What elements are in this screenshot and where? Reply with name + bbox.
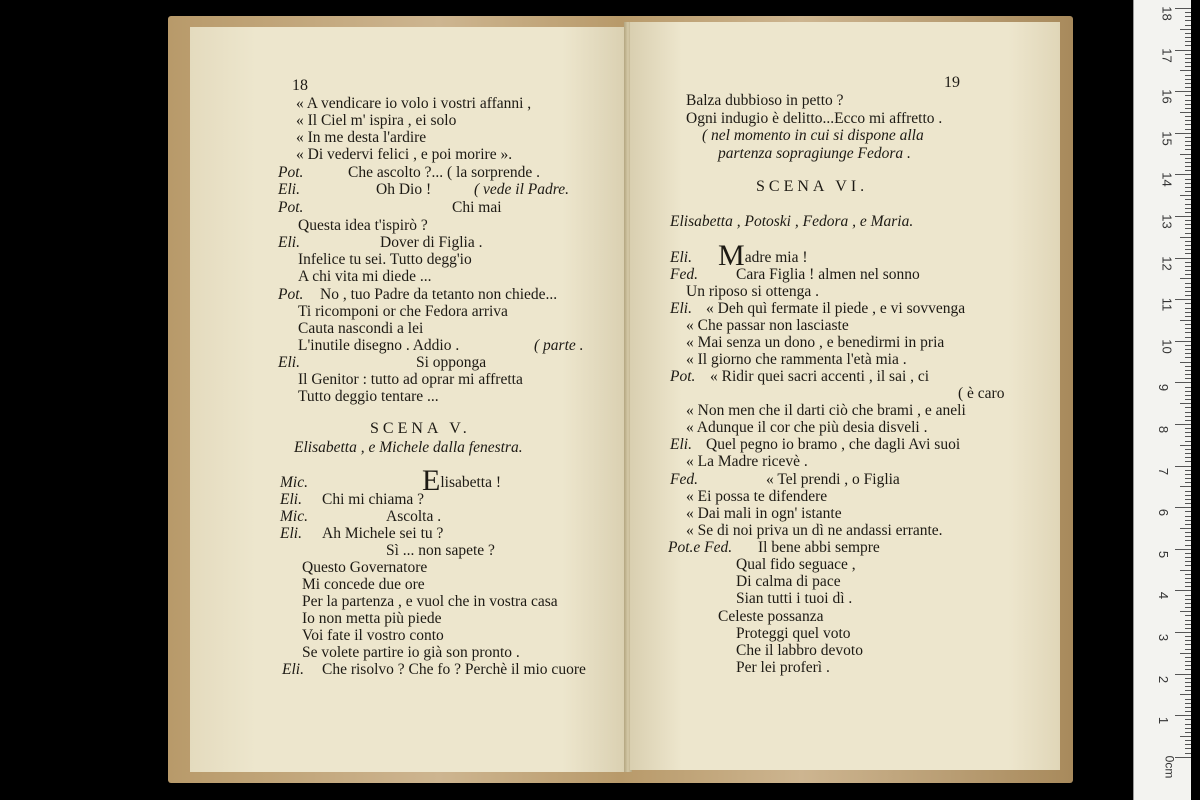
ruler-label: 13: [1159, 214, 1175, 229]
verse-line: Quel pegno io bramo , che dagli Avi suoi: [706, 436, 961, 453]
verse-line: « A vendicare io volo i vostri affanni ,: [296, 95, 532, 112]
ruler-tick: [1175, 299, 1191, 300]
ruler-tick: [1185, 295, 1191, 296]
ruler-tick: [1185, 75, 1191, 76]
verse-line: Un riposo si ottenga .: [686, 283, 820, 300]
ruler-tick: [1185, 391, 1191, 392]
ruler-tick: [1185, 416, 1191, 417]
ruler-tick: [1185, 120, 1191, 121]
verse-line: « Se di noi priva un dì ne andassi errante.: [686, 522, 943, 539]
ruler-tick: [1185, 79, 1191, 80]
ruler-tick: [1180, 445, 1191, 446]
ruler-tick: [1175, 216, 1191, 217]
ruler-label: 17: [1159, 47, 1175, 63]
left-page: [190, 27, 628, 772]
verse-line: Io non metta più piede: [302, 610, 442, 627]
ruler-tick: [1185, 744, 1191, 745]
ruler-tick: [1185, 58, 1191, 59]
verse-line: Che risolvo ? Che fo ? Perchè il mio cuore: [322, 661, 586, 678]
ruler-tick: [1185, 100, 1191, 101]
ruler-label: 3: [1156, 633, 1172, 642]
verse-line: Ascolta .: [386, 508, 442, 525]
verse-line: Cauta nascondi a lei: [298, 320, 424, 337]
verse-line: Sì ... non sapete ?: [386, 542, 495, 559]
verse-line: No , tuo Padre da tetanto non chiede...: [320, 286, 558, 303]
ruler-label: 5: [1156, 550, 1172, 558]
ruler-tick: [1185, 561, 1191, 562]
ruler-tick: [1185, 199, 1191, 200]
ruler-tick: [1185, 45, 1191, 46]
verse-line: « Adunque il cor che più desia disveli .: [686, 419, 928, 436]
ruler-tick: [1185, 87, 1191, 88]
ruler-label: 16: [1159, 89, 1175, 104]
ruler-tick: [1175, 174, 1191, 175]
ruler-tick: [1185, 649, 1191, 650]
ruler-label: 1: [1156, 717, 1172, 725]
speaker-label: Pot.: [278, 164, 304, 181]
verse-line: « Tel prendi , o Figlia: [766, 471, 900, 488]
scene-heading: SCENA V.: [370, 420, 471, 437]
ruler-tick: [1185, 116, 1191, 117]
ruler-label: 2: [1156, 675, 1172, 683]
speaker-label: Fed.: [670, 266, 698, 283]
verse-line: Balza dubbioso in petto ?: [686, 92, 844, 109]
verse-line: Cara Figlia ! almen nel sonno: [736, 266, 920, 283]
ruler-tick: [1180, 611, 1191, 612]
ruler-label: 0cm: [1162, 755, 1177, 779]
ruler-label: 15: [1159, 131, 1175, 146]
ruler-tick: [1185, 262, 1191, 263]
ruler-label: 10: [1159, 339, 1175, 354]
ruler-tick: [1185, 491, 1191, 492]
verse-line: Questo Governatore: [302, 559, 428, 576]
ruler-tick: [1175, 133, 1191, 134]
speaker-label: Eli.: [280, 491, 302, 508]
ruler-tick: [1185, 291, 1191, 292]
ruler-tick: [1180, 70, 1191, 71]
ruler-tick: [1180, 195, 1191, 196]
ruler-tick: [1185, 657, 1191, 658]
ruler-tick: [1185, 303, 1191, 304]
ruler-tick: [1185, 191, 1191, 192]
verse-line: Ti ricomponi or che Fedora arriva: [298, 303, 508, 320]
ruler-tick: [1185, 428, 1191, 429]
ruler-tick: [1185, 83, 1191, 84]
speaker-label: Eli.: [670, 300, 692, 317]
ruler-tick: [1185, 748, 1191, 749]
verse-text: lisabetta !: [440, 474, 502, 491]
ruler-tick: [1180, 403, 1191, 404]
ruler-tick: [1185, 449, 1191, 450]
stage-direction: partenza sopragiunge Fedora .: [718, 145, 911, 162]
ruler-tick: [1185, 170, 1191, 171]
ruler-tick: [1185, 574, 1191, 575]
verse-line: « Non men che il darti ciò che brami , e aneli: [686, 402, 966, 419]
ruler-tick: [1185, 37, 1191, 38]
ruler-tick: [1185, 66, 1191, 67]
ruler-tick: [1185, 478, 1191, 479]
ruler-tick: [1185, 332, 1191, 333]
ruler-tick: [1175, 382, 1191, 383]
ruler-tick: [1185, 337, 1191, 338]
ruler-label: 7: [1156, 467, 1172, 475]
ruler-tick: [1185, 183, 1191, 184]
ruler-tick: [1180, 154, 1191, 155]
ruler-tick: [1185, 711, 1191, 712]
verse-line: Oh Dio !: [376, 181, 432, 198]
ruler-tick: [1185, 316, 1191, 317]
ruler-tick: [1175, 757, 1191, 758]
ruler-tick: [1180, 237, 1191, 238]
verse-text: adre mia !: [744, 249, 808, 266]
ruler-tick: [1185, 707, 1191, 708]
measuring-ruler: [1133, 0, 1191, 800]
ruler-tick: [1185, 370, 1191, 371]
ruler-tick: [1185, 578, 1191, 579]
ruler-tick: [1180, 112, 1191, 113]
verse-line: Questa idea t'ispirò ?: [298, 217, 428, 234]
verse-line: Il bene abbi sempre: [758, 539, 880, 556]
verse-line: « Il Ciel m' ispira , ei solo: [296, 112, 457, 129]
ruler-tick: [1185, 740, 1191, 741]
ruler-tick: [1185, 208, 1191, 209]
ruler-tick: [1185, 95, 1191, 96]
ruler-tick: [1185, 636, 1191, 637]
ruler-tick: [1175, 590, 1191, 591]
ruler-tick: [1185, 124, 1191, 125]
scene-cast: Elisabetta , e Michele dalla fenestra.: [294, 439, 523, 456]
ruler-tick: [1185, 453, 1191, 454]
speaker-label: Mic.: [280, 474, 308, 491]
ruler-tick: [1185, 719, 1191, 720]
ruler-tick: [1185, 412, 1191, 413]
speaker-label: Pot.: [278, 286, 304, 303]
ruler-label: 4: [1156, 592, 1172, 600]
ruler-tick: [1180, 694, 1191, 695]
ruler-tick: [1185, 703, 1191, 704]
ruler-tick: [1185, 436, 1191, 437]
verse-line: « Che passar non lasciaste: [686, 317, 849, 334]
ruler-tick: [1185, 241, 1191, 242]
ruler-tick: [1185, 644, 1191, 645]
speaker-label: Eli.: [278, 234, 300, 251]
ruler-tick: [1180, 320, 1191, 321]
ruler-label: 8: [1156, 425, 1172, 434]
ruler-tick: [1175, 549, 1191, 550]
ruler-tick: [1185, 378, 1191, 379]
drop-cap: E: [422, 464, 441, 497]
ruler-tick: [1185, 457, 1191, 458]
ruler-tick: [1185, 104, 1191, 105]
ruler-tick: [1185, 220, 1191, 221]
ruler-tick: [1185, 162, 1191, 163]
ruler-tick: [1185, 407, 1191, 408]
speaker-label: Eli.: [280, 525, 302, 542]
ruler-tick: [1180, 278, 1191, 279]
ruler-tick: [1180, 570, 1191, 571]
ruler-tick: [1180, 486, 1191, 487]
ruler-label: 11: [1159, 297, 1175, 312]
ruler-tick: [1175, 674, 1191, 675]
ruler-tick: [1185, 108, 1191, 109]
ruler-tick: [1185, 145, 1191, 146]
ruler-tick: [1185, 545, 1191, 546]
speaker-label: Eli.: [278, 181, 300, 198]
ruler-tick: [1185, 149, 1191, 150]
page-number: 18: [292, 77, 308, 94]
ruler-tick: [1185, 586, 1191, 587]
speaker-label: Mic.: [280, 508, 308, 525]
ruler-tick: [1185, 495, 1191, 496]
verse-line: Ogni indugio è delitto...Ecco mi affretto .: [686, 110, 943, 127]
ruler-tick: [1180, 736, 1191, 737]
verse-line: Ah Michele sei tu ?: [322, 525, 444, 542]
ruler-tick: [1185, 516, 1191, 517]
stage-direction: ( nel momento in cui si dispone alla: [702, 127, 924, 144]
verse-line: L'inutile disegno . Addio .: [298, 337, 460, 354]
verse-line: Infelice tu sei. Tutto degg'io: [298, 251, 472, 268]
ruler-tick: [1185, 345, 1191, 346]
ruler-tick: [1185, 328, 1191, 329]
verse-line: Che il labbro devoto: [736, 642, 863, 659]
verse-line: Si opponga: [416, 354, 487, 371]
ruler-tick: [1185, 374, 1191, 375]
verse-line: « Deh quì fermate il piede , e vi sovvenga: [706, 300, 966, 317]
ruler-tick: [1185, 357, 1191, 358]
ruler-tick: [1185, 595, 1191, 596]
verse-line: « Dai mali in ogn' istante: [686, 505, 842, 522]
verse-line: Dover di Figlia .: [380, 234, 483, 251]
ruler-tick: [1185, 470, 1191, 471]
ruler-tick: [1185, 620, 1191, 621]
ruler-tick: [1185, 166, 1191, 167]
ruler-tick: [1175, 632, 1191, 633]
speaker-label: Eli.: [670, 249, 692, 266]
ruler-tick: [1185, 283, 1191, 284]
ruler-tick: [1185, 624, 1191, 625]
speaker-label: Fed.: [670, 471, 698, 488]
verse-line: Il Genitor : tutto ad oprar mi affretta: [298, 371, 523, 388]
stage-direction: ( vede il Padre.: [474, 181, 569, 198]
verse-line: « Di vedervi felici , e poi morire ».: [296, 146, 513, 163]
ruler-tick: [1185, 12, 1191, 13]
ruler-tick: [1185, 682, 1191, 683]
ruler-tick: [1185, 129, 1191, 130]
ruler-tick: [1185, 461, 1191, 462]
ruler-tick: [1185, 615, 1191, 616]
ruler-tick: [1185, 603, 1191, 604]
ruler-tick: [1185, 137, 1191, 138]
verse-line: Chi mi chiama ?: [322, 491, 425, 508]
scene-cast: Elisabetta , Potoski , Fedora , e Maria.: [670, 213, 914, 230]
verse-line: Tutto deggio tentare ...: [298, 388, 439, 405]
ruler-tick: [1185, 669, 1191, 670]
ruler-tick: [1185, 141, 1191, 142]
ruler-tick: [1180, 29, 1191, 30]
ruler-tick: [1185, 158, 1191, 159]
right-page: [630, 22, 1060, 770]
ruler-tick: [1185, 353, 1191, 354]
ruler-tick: [1185, 686, 1191, 687]
ruler-label: 14: [1159, 172, 1175, 188]
speaker-label: Pot.: [670, 368, 696, 385]
ruler-tick: [1185, 628, 1191, 629]
ruler-tick: [1185, 599, 1191, 600]
ruler-tick: [1185, 270, 1191, 271]
ruler-tick: [1175, 507, 1191, 508]
verse-line: [422, 464, 502, 497]
ruler-tick: [1185, 557, 1191, 558]
ruler-tick: [1175, 50, 1191, 51]
verse-line: « La Madre ricevè .: [686, 453, 808, 470]
ruler-tick: [1185, 432, 1191, 433]
ruler-tick: [1185, 16, 1191, 17]
verse-line: Qual fido seguace ,: [736, 556, 856, 573]
ruler-tick: [1185, 728, 1191, 729]
speaker-label: Pot.: [278, 199, 304, 216]
ruler-tick: [1185, 607, 1191, 608]
ruler-tick: [1185, 536, 1191, 537]
ruler-tick: [1185, 212, 1191, 213]
ruler-tick: [1185, 233, 1191, 234]
ruler-tick: [1185, 312, 1191, 313]
ruler-tick: [1185, 753, 1191, 754]
ruler-tick: [1175, 424, 1191, 425]
ruler-tick: [1185, 245, 1191, 246]
ruler-tick: [1185, 308, 1191, 309]
ruler-tick: [1185, 41, 1191, 42]
ruler-tick: [1185, 420, 1191, 421]
page-number: 19: [944, 74, 960, 91]
verse-line: « In me desta l'ardire: [296, 129, 427, 146]
stage-direction: ( parte .: [534, 337, 584, 354]
ruler-tick: [1185, 54, 1191, 55]
ruler-tick: [1185, 503, 1191, 504]
ruler-tick: [1185, 399, 1191, 400]
ruler-label: 12: [1159, 255, 1175, 271]
verse-line: Che ascolto ?... ( la sorprende .: [348, 164, 540, 181]
verse-line: Proteggi quel voto: [736, 625, 851, 642]
ruler-tick: [1185, 690, 1191, 691]
ruler-tick: [1185, 287, 1191, 288]
ruler-tick: [1185, 732, 1191, 733]
ruler-tick: [1175, 715, 1191, 716]
ruler-label: 18: [1159, 6, 1175, 21]
ruler-tick: [1185, 366, 1191, 367]
ruler-tick: [1185, 349, 1191, 350]
speaker-label: Eli.: [278, 354, 300, 371]
ruler-tick: [1185, 224, 1191, 225]
ruler-tick: [1185, 179, 1191, 180]
ruler-tick: [1185, 640, 1191, 641]
ruler-tick: [1185, 520, 1191, 521]
ruler-tick: [1185, 266, 1191, 267]
ruler-tick: [1185, 665, 1191, 666]
ruler-tick: [1185, 25, 1191, 26]
verse-line: Mi concede due ore: [302, 576, 425, 593]
verse-line: Voi fate il vostro conto: [302, 627, 444, 644]
verse-line: Celeste possanza: [718, 608, 824, 625]
ruler-tick: [1185, 324, 1191, 325]
verse-line: « Ei possa te difendere: [686, 488, 828, 505]
ruler-tick: [1175, 341, 1191, 342]
ruler-tick: [1185, 582, 1191, 583]
verse-line: Sian tutti i tuoi dì .: [736, 590, 853, 607]
ruler-tick: [1185, 511, 1191, 512]
ruler-tick: [1185, 249, 1191, 250]
speaker-label: Eli.: [670, 436, 692, 453]
ruler-tick: [1185, 474, 1191, 475]
ruler-tick: [1175, 258, 1191, 259]
speaker-label: Eli.: [282, 661, 304, 678]
ruler-tick: [1185, 387, 1191, 388]
ruler-tick: [1185, 699, 1191, 700]
verse-line: Per la partenza , e vuol che in vostra casa: [302, 593, 558, 610]
ruler-tick: [1185, 228, 1191, 229]
ruler-tick: [1185, 540, 1191, 541]
drop-cap: M: [718, 239, 745, 272]
scene-heading: SCENA VI.: [756, 178, 869, 195]
ruler-tick: [1185, 395, 1191, 396]
ruler-tick: [1185, 524, 1191, 525]
ruler-tick: [1185, 678, 1191, 679]
ruler-tick: [1185, 482, 1191, 483]
ruler-tick: [1180, 653, 1191, 654]
ruler-tick: [1185, 253, 1191, 254]
verse-line: Se volete partire io già son pronto .: [302, 644, 520, 661]
ruler-label: 6: [1156, 509, 1172, 517]
ruler-tick: [1185, 441, 1191, 442]
ruler-tick: [1185, 661, 1191, 662]
ruler-tick: [1185, 565, 1191, 566]
ruler-tick: [1185, 62, 1191, 63]
ruler-tick: [1185, 204, 1191, 205]
verse-line: A chi vita mi diede ...: [298, 268, 432, 285]
ruler-label: 9: [1156, 384, 1172, 392]
verse-line: Per lei proferì .: [736, 659, 830, 676]
verse-line: Di calma di pace: [736, 573, 841, 590]
verse-line: « Il giorno che rammenta l'età mia .: [686, 351, 907, 368]
verse-line: [718, 239, 808, 272]
ruler-tick: [1185, 499, 1191, 500]
ruler-tick: [1185, 553, 1191, 554]
verse-line: ( è caro: [958, 385, 1005, 402]
ruler-tick: [1185, 33, 1191, 34]
ruler-tick: [1175, 8, 1191, 9]
ruler-tick: [1185, 724, 1191, 725]
verse-line: Chi mai: [452, 199, 502, 216]
ruler-tick: [1185, 532, 1191, 533]
verse-line: « Ridir quei sacri accenti , il sai , ci: [710, 368, 930, 385]
ruler-tick: [1185, 20, 1191, 21]
speaker-label: Pot.e Fed.: [668, 539, 733, 556]
ruler-tick: [1180, 362, 1191, 363]
ruler-tick: [1185, 274, 1191, 275]
ruler-tick: [1180, 528, 1191, 529]
ruler-tick: [1175, 91, 1191, 92]
ruler-tick: [1185, 187, 1191, 188]
ruler-tick: [1175, 466, 1191, 467]
verse-line: « Mai senza un dono , e benedirmi in pria: [686, 334, 945, 351]
